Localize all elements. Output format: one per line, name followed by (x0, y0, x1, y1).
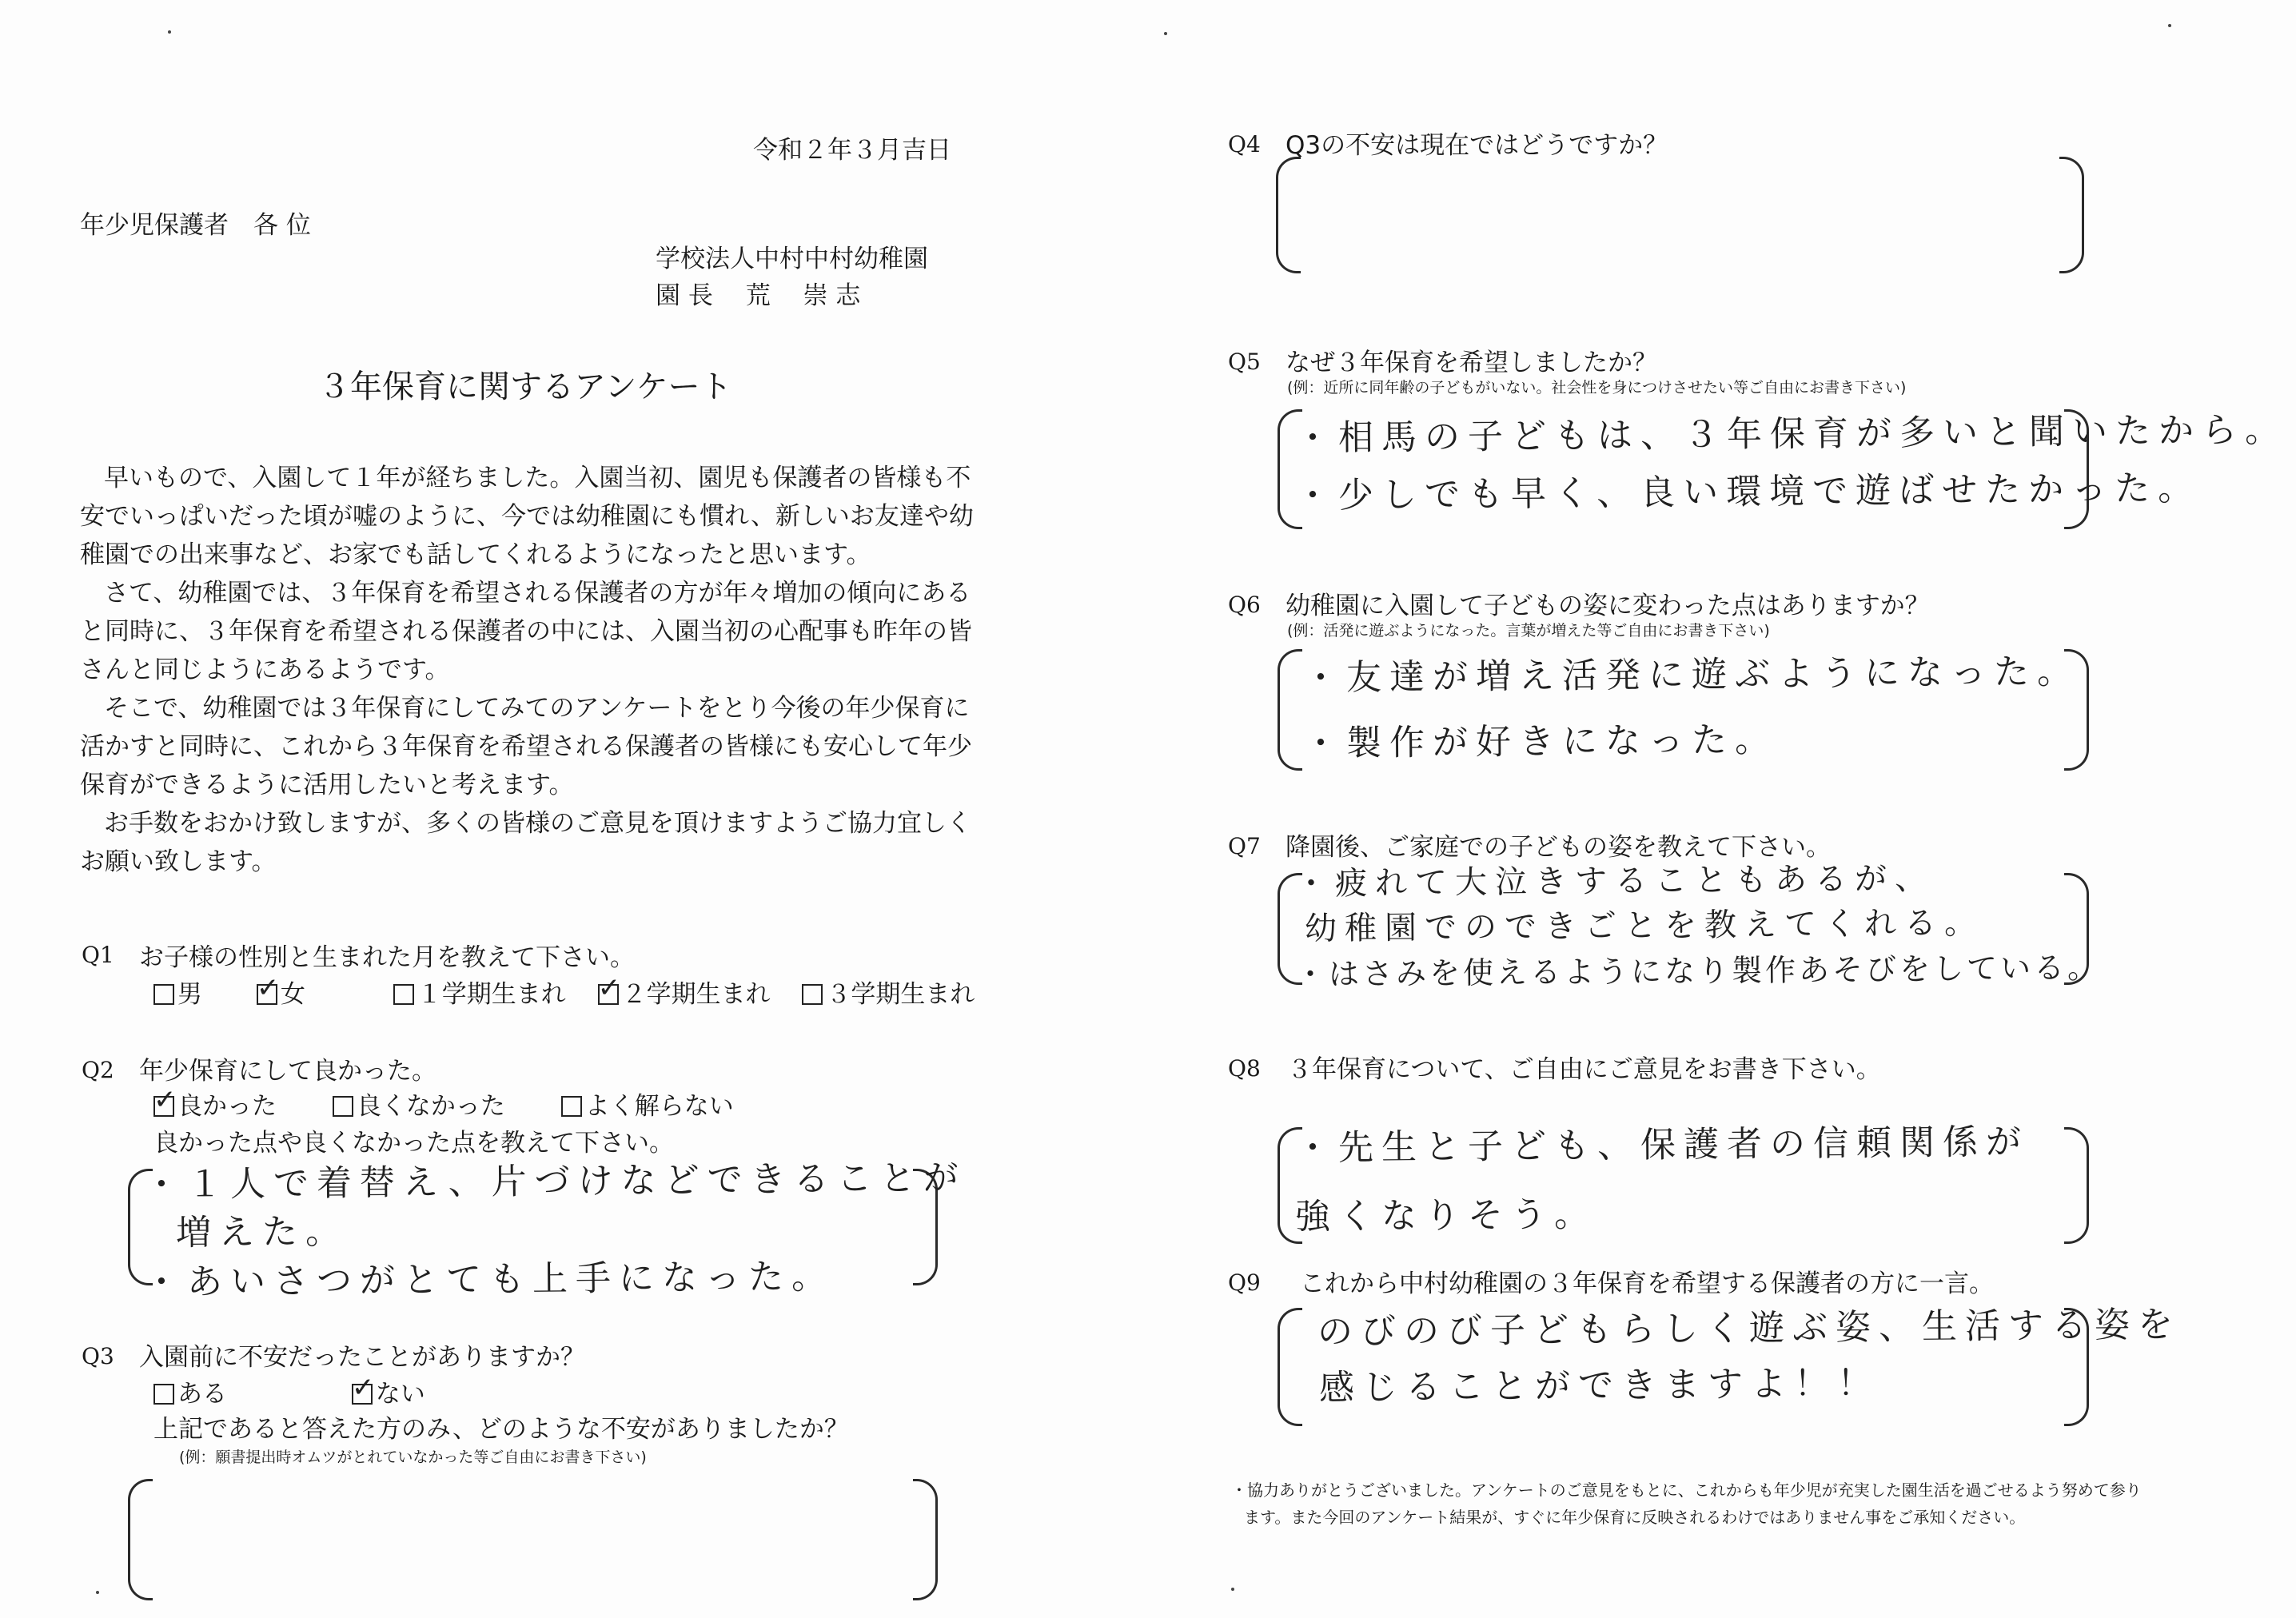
q2-question: 年少保育にして良かった。 (139, 1057, 436, 1086)
q6-answer-bracket-left (1278, 649, 1302, 771)
q3-options (153, 1373, 425, 1409)
page-title: ３年保育に関するアンケート (318, 369, 732, 405)
school-name: 学校法人中村中村幼稚園 (656, 245, 928, 273)
q2-answer-line[interactable]: 増えた。 (175, 1211, 349, 1253)
q3-question: 入園前に不安だったことがありますか？ (139, 1343, 585, 1372)
scan-speck (168, 30, 171, 34)
footer-note-line: ます。また今回のアンケート結果が、すぐに年少保育に反映されるわけではありません事をご承知ください。 (1244, 1508, 2026, 1527)
q6-answer-line[interactable]: ・製作が好きになった。 (1302, 719, 1779, 764)
q3-subquestion: 上記であると答えた方のみ、どのような不安がありましたか？ (153, 1415, 849, 1444)
checkbox[interactable] (802, 984, 823, 1005)
q1-option-term2[interactable]: ✓ ２学期生まれ (597, 972, 771, 1009)
checkbox[interactable] (153, 1384, 174, 1405)
checkmark-icon: ✓ (597, 972, 621, 1004)
q9-question: これから中村幼稚園の３年保育を希望する保護者の方に一言。 (1300, 1269, 1994, 1298)
q2-subquestion: 良かった点や良くなかった点を教えて下さい。 (153, 1129, 674, 1158)
q1-question: お子様の性別と生まれた月を教えて下さい。 (139, 943, 635, 972)
q2-options (153, 1086, 734, 1122)
recipient: 年少児保護者 各 位 (80, 211, 311, 240)
q8-question: ３年保育について、ご自由にご意見をお書き下さい。 (1287, 1055, 1881, 1084)
checkbox[interactable] (561, 1096, 582, 1117)
q1-option-term3[interactable]: ３学期生まれ (802, 974, 975, 1010)
letter-body (80, 459, 975, 881)
principal-name: 園 長 荒 崇 志 (656, 281, 861, 310)
scan-speck (1231, 1588, 1234, 1591)
checkbox-checked[interactable] (256, 972, 280, 1005)
q1-option-term1[interactable]: １学期生まれ (393, 974, 566, 1010)
q2-option-unsure[interactable]: よく解らない (561, 1086, 734, 1122)
q5-number: Q5 (1228, 349, 1261, 375)
q3-answer-bracket-left (128, 1479, 153, 1600)
q6-number: Q6 (1228, 592, 1261, 618)
q4-answer-bracket-left (1276, 157, 1301, 273)
q9-answer-bracket-left (1278, 1308, 1302, 1426)
q2-number: Q2 (82, 1057, 114, 1083)
q6-answer-line[interactable]: ・友達が増え活発に遊ぶようになった。 (1302, 651, 2081, 699)
letter-paragraph: さて、幼稚園では、３年保育を希望される保護者の方が年々増加の傾向にあると同時に、３年保育を希望される保護者の中には、入園当初の心配事も昨年の皆さんと同じようにあるようです。 (80, 579, 972, 684)
letter-paragraph: 早いもので、入園して１年が経ちました。入園当初、園児も保護者の皆様も不安でいっぱいだった頃が嘘のように、今では幼稚園にも慣れ、新しいお友達や幼稚園での出来事など、お家でも話してくれるようになったと思います。 (80, 464, 974, 569)
checkbox-checked[interactable] (153, 1084, 177, 1117)
q8-answer-line[interactable]: ・先生と子ども、保護者の信頼関係が (1294, 1121, 2030, 1169)
q4-number: Q4 (1228, 131, 1261, 157)
checkbox-checked[interactable] (351, 1372, 375, 1405)
q5-example: (例：近所に同年齢の子どもがいない。社会性を身につけさせたい等ご自由にお書き下さい) (1287, 379, 1907, 397)
letter-paragraph: そこで、幼稚園では３年保育にしてみてのアンケートをとり今後の年少保育に活かすと同時に、これから３年保育を希望される保護者の皆様にも安心して年少保育ができるように活用したいと考えます。 (80, 694, 972, 799)
q2-answer-line[interactable]: ・１人で着替え、片づけなどできることが (143, 1158, 967, 1206)
q1-option-boy[interactable]: 男 (153, 974, 202, 1010)
q3-example: (例：願書提出時オムツがとれていなかった等ご自由にお書き下さい) (179, 1449, 647, 1466)
q4-question: Q3の不安は現在ではどうですか？ (1286, 131, 1668, 160)
q3-option-yes[interactable]: ある (153, 1373, 227, 1409)
scan-speck (96, 1591, 99, 1594)
q7-answer-line[interactable]: 幼稚園でのできごとを教えてくれる。 (1304, 904, 1985, 947)
q6-example: (例：活発に遊ぶようになった。言葉が増えた等ご自由にお書き下さい) (1287, 622, 1770, 640)
q3-number: Q3 (82, 1343, 114, 1369)
q7-answer-line[interactable]: ・はさみを使えるようになり製作あそびをしている。 (1294, 950, 2102, 992)
q2-option-bad[interactable]: 良くなかった (333, 1086, 505, 1122)
scan-speck (2168, 24, 2171, 27)
q4-answer-bracket-right (2059, 157, 2084, 273)
q5-question: なぜ３年保育を希望しましたか？ (1286, 349, 1657, 377)
footer-note-line: ・協力ありがとうございました。アンケートのご意見をもとに、これからも年少児が充実した園生活を過ごせるよう努めて参り (1231, 1481, 2142, 1500)
checkmark-icon: ✓ (351, 1372, 375, 1404)
q9-answer-line[interactable]: 感じることができますよ！！ (1318, 1362, 1881, 1409)
scan-speck (1164, 32, 1167, 35)
q1-option-girl[interactable]: ✓ 女 (256, 972, 305, 1009)
checkmark-icon: ✓ (256, 972, 280, 1004)
q7-question: 降園後、ご家庭での子どもの姿を教えて下さい。 (1286, 833, 1831, 862)
q2-option-good[interactable]: ✓ 良かった (153, 1084, 277, 1121)
checkbox[interactable] (393, 984, 414, 1005)
q3-option-no[interactable]: ✓ ない (351, 1372, 425, 1409)
q7-number: Q7 (1228, 833, 1261, 859)
q1-options (153, 974, 975, 1010)
checkbox[interactable] (153, 984, 174, 1005)
q3-answer-bracket-right (913, 1479, 938, 1600)
q8-number: Q8 (1228, 1055, 1261, 1082)
q7-answer-line[interactable]: ・疲れて大泣きすることもあるが、 (1294, 860, 1935, 903)
date: 令和２年３月吉日 (753, 136, 951, 165)
q9-number: Q9 (1228, 1269, 1261, 1296)
q9-answer-line[interactable]: のびのび子どもらしく遊ぶ姿、生活する姿を (1317, 1304, 2182, 1353)
q5-answer-line[interactable]: ・少しでも早く、良い環境で遊ばせたかった。 (1294, 468, 2202, 516)
checkmark-icon: ✓ (153, 1084, 177, 1116)
q8-answer-line[interactable]: 強くなりそう。 (1294, 1194, 1598, 1237)
q5-answer-line[interactable]: ・相馬の子どもは、３年保育が多いと聞いたから。 (1294, 409, 2289, 459)
q6-question: 幼稚園に入園して子どもの姿に変わった点はありますか？ (1286, 592, 1930, 620)
q2-answer-line[interactable]: ・あいさつがとても上手になった。 (143, 1256, 835, 1303)
checkbox[interactable] (333, 1096, 353, 1117)
q8-answer-bracket-right (2064, 1127, 2089, 1244)
letter-paragraph: お手数をおかけ致しますが、多くの皆様のご意見を頂けますようご協力宜しくお願い致します。 (80, 809, 971, 876)
q1-number: Q1 (82, 942, 114, 968)
checkbox-checked[interactable] (597, 972, 621, 1005)
